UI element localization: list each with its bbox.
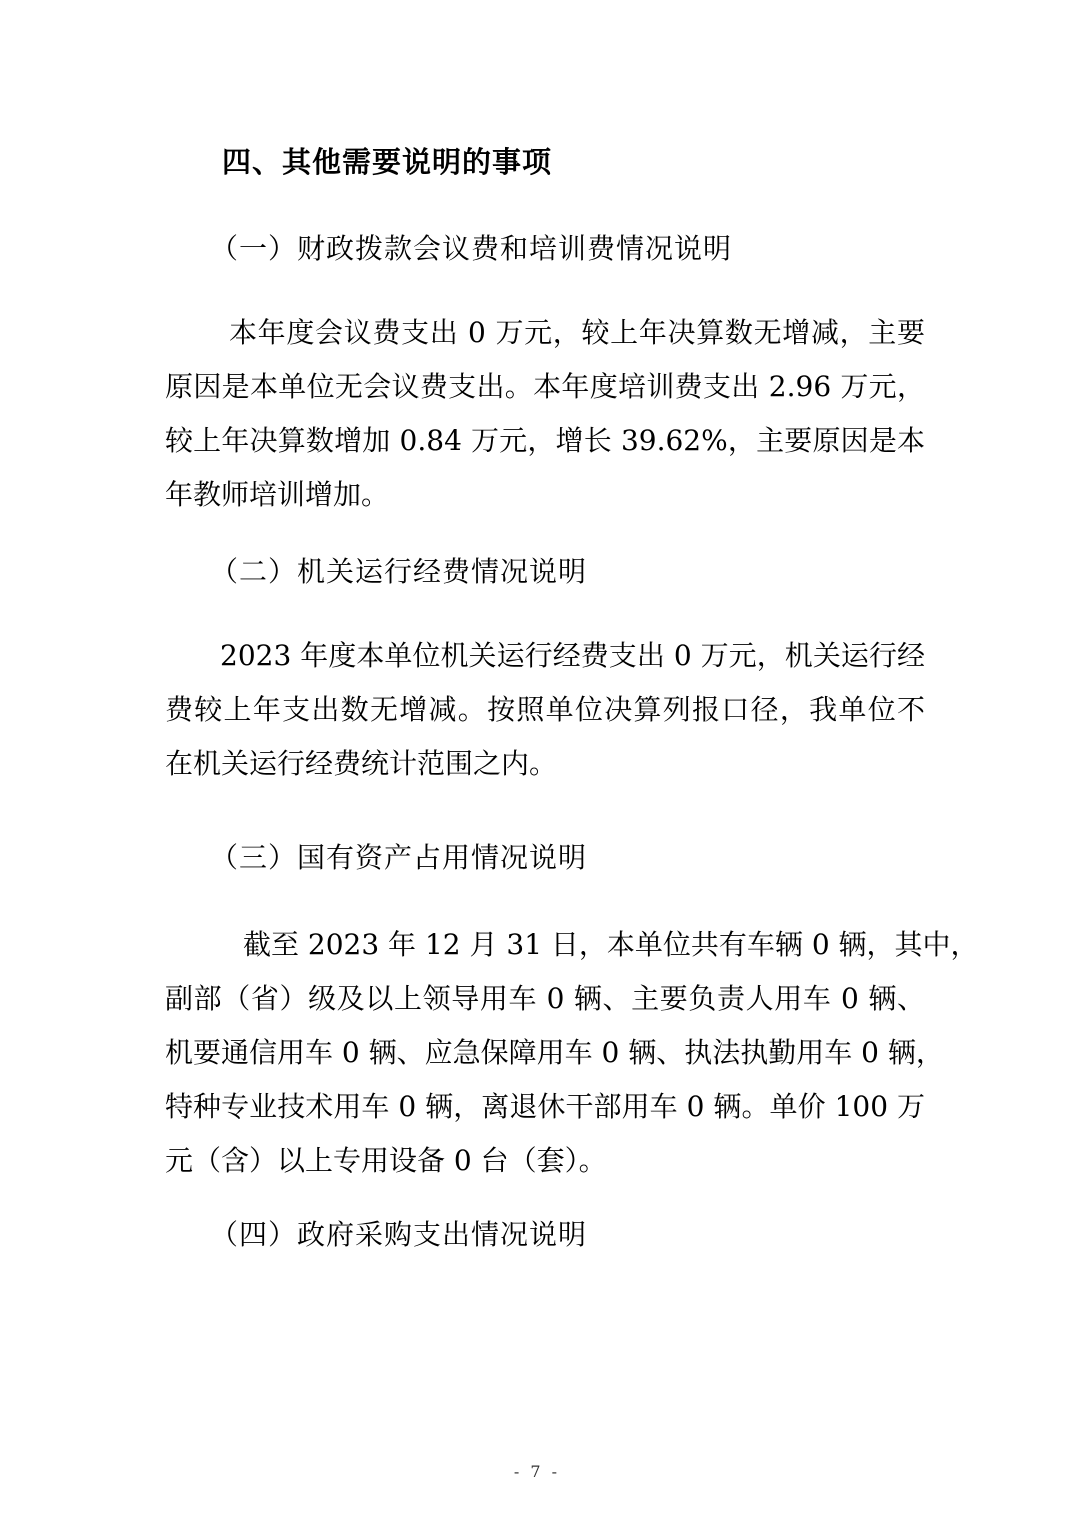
paragraph-line: 费较上年支出数无增减。按照单位决算列报口径，我单位不 xyxy=(165,693,925,726)
subsection-heading-4: （四）政府采购支出情况说明 xyxy=(210,1218,588,1251)
paragraph-meeting-training-fees xyxy=(165,306,925,522)
paragraph-line: 元（含）以上专用设备 0 台（套）。 xyxy=(165,1144,607,1177)
paragraph-line: 较上年决算数增加 0.84 万元，增长 39.62%，主要原因是本 xyxy=(165,424,925,457)
page-number: - 7 - xyxy=(513,1462,561,1481)
paragraph-line: 年教师培训增加。 xyxy=(165,478,390,511)
subsection-heading-1: （一）财政拨款会议费和培训费情况说明 xyxy=(210,232,733,265)
paragraph-line: 2023 年度本单位机关运行经费支出 0 万元，机关运行经 xyxy=(220,639,925,672)
paragraph-line: 在机关运行经费统计范围之内。 xyxy=(165,747,558,780)
paragraph-line: 原因是本单位无会议费支出。本年度培训费支出 2.96 万元， xyxy=(165,370,925,403)
paragraph-line: 本年度会议费支出 0 万元，较上年决算数无增减，主要 xyxy=(229,316,925,349)
paragraph-line: 副部（省）级及以上领导用车 0 辆、主要负责人用车 0 辆、 xyxy=(165,982,925,1015)
subsection-heading-3: （三）国有资产占用情况说明 xyxy=(210,841,588,874)
paragraph-line: 截至 2023 年 12 月 31 日，本单位共有车辆 0 辆，其中， xyxy=(243,928,979,961)
subsection-heading-2: （二）机关运行经费情况说明 xyxy=(210,555,588,588)
paragraph-line: 特种专业技术用车 0 辆，离退休干部用车 0 辆。单价 100 万 xyxy=(165,1090,925,1123)
paragraph-line: 机要通信用车 0 辆、应急保障用车 0 辆、执法执勤用车 0 辆， xyxy=(165,1036,944,1069)
paragraph-state-assets xyxy=(165,918,979,1188)
section-title: 四、其他需要说明的事项 xyxy=(222,145,553,179)
paragraph-operating-expenses xyxy=(165,629,925,791)
